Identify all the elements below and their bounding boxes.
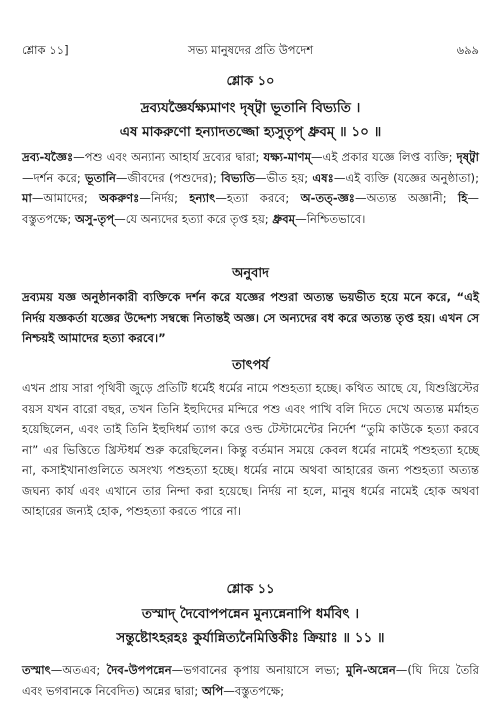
syn-meaning: —নির্দয়;	[139, 191, 190, 205]
syn-meaning: —জীবদের (পশুদের);	[115, 170, 222, 185]
syn-word: দৃষ্ট্বা	[456, 150, 479, 164]
syn-word: ভূতানি	[84, 170, 116, 185]
syn-meaning: —ভীত হয়;	[254, 170, 313, 185]
syn-meaning: —বস্তুতপক্ষে;	[223, 683, 285, 698]
running-header	[22, 42, 479, 61]
verse-10-line-1: দ্রব্যযজ্ঞৈর্যক্ষ্যমাণং দৃষ্ট্বা ভূতানি বিভ্যতি ।	[140, 100, 361, 116]
syn-meaning: —ভগবানের কৃপায় অনায়াসে লভ্য;	[171, 663, 347, 677]
syn-meaning: —বস্তুতপক্ষে;	[22, 191, 480, 226]
syn-word: দৈব-উপপন্নেন	[106, 663, 172, 677]
syn-word: হি	[458, 191, 468, 205]
syn-word: এষঃ	[312, 170, 334, 185]
verse-10-title: শ্লোক ১০	[226, 74, 275, 89]
syn-word: অপি	[202, 683, 224, 698]
syn-word: দ্রব্য-যজ্ঞৈঃ	[22, 150, 74, 164]
syn-word: অ-তত্-জ্ঞঃ	[300, 191, 355, 205]
translation-heading: অনুবাদ	[232, 266, 269, 281]
syn-meaning: —আমাদের;	[31, 191, 100, 205]
translation-text: দ্রব্যময় যজ্ঞ অনুষ্ঠানকারী ব্যক্তিকে দর্শন করে যজ্ঞের পশুরা অত্যন্ত ভয়ভীত হয়ে মনে করে, “এই নির্দয় যজ্ঞকর্তা যজ্ঞের উদ্দেশ্য সম্বন্ধে নিতান্তই অজ্ঞ। সে অন্যদের বধ করে অত্যন্ত তৃপ্ত হয়। এখন সে নিশ্চয়ই আমাদের হত্যা করবে।”	[22, 290, 479, 345]
header-page-number: ৬৯৯	[456, 43, 479, 57]
verse-10-line-2: এষ মাকরুণো হন্যাদতজ্জো হ্যসুতৃপ্ ধ্রুবম্ ॥ ১০ ॥	[119, 124, 382, 140]
verse-10-synonyms	[22, 147, 479, 229]
syn-word: বিভ্যতি	[221, 170, 255, 185]
verse-11-title: শ্লোক ১১	[226, 582, 275, 597]
syn-word: হন্যাৎ	[189, 191, 216, 205]
syn-meaning: —অতএব;	[50, 663, 107, 677]
syn-word: অসু-তৃপ্	[75, 211, 115, 226]
header-chapter-title: সভ্য মানুষদের প্রতি উপদেশ	[187, 43, 314, 57]
syn-word: যক্ষ্য-মাণম্	[263, 150, 312, 164]
syn-meaning: —এই ব্যক্তি (যজ্ঞের অনুষ্ঠাতা);	[333, 170, 479, 185]
syn-word: মুনি-অন্নেন	[346, 663, 396, 677]
verse-11-line-2: সন্তুষ্টোঽহরহঃ কুর্যান্নিত্যনৈমিত্তিকীঃ ক্রিয়াঃ ॥ ১১ ॥	[116, 630, 385, 646]
syn-meaning: —(ঘি দিয়ে তৈরি এবং ভগবানকে নিবেদিত) অন্নের দ্বারা;	[22, 663, 479, 698]
syn-meaning: —পশু এবং অন্যান্য আহার্য দ্রব্যের দ্বারা;	[73, 150, 264, 164]
header-verse-ref: শ্লোক ১১]	[22, 43, 69, 57]
syn-meaning: —এই প্রকার যজ্ঞে লিপ্ত ব্যক্তি;	[311, 150, 457, 164]
verse-11-line-1: তস্মাদ্ দৈবোপপন্নেন মুন্যন্নেনাপি ধর্মবিৎ ।	[141, 606, 360, 622]
syn-word: মা	[22, 191, 32, 205]
syn-meaning: —দর্শন করে;	[22, 170, 85, 185]
syn-meaning: —অত্যন্ত অজ্ঞানী;	[354, 191, 458, 205]
syn-word: ধ্রুবম্	[272, 211, 296, 226]
syn-word: অকরুণঃ	[99, 191, 140, 205]
purport-text: এখন প্রায় সারা পৃথিবী জুড়ে প্রতিটি ধর্মেই ধর্মের নামে পশুহত্যা হচ্ছে। কথিত আছে যে, যিশুখ্রিস্টের বয়স যখন বারো বছর, তখন তিনি ইহুদিদের মন্দিরে পশু এবং পাখি বলি দিতে দেখে অত্যন্ত মর্মাহত হয়েছিলেন, এবং তাই তিনি ইহুদিধর্ম ত্যাগ করে ওল্ড টেস্টামেন্টের নির্দেশ “তুমি কাউকে হত্যা করবে না” এর ভিত্তিতে খ্রিস্টধর্ম শুরু করেছিলেন। কিন্তু বর্তমান সময়ে কেবল ধর্মের নামেই পশুহত্যা হচ্ছে না, কসাইখানাগুলিতে অসংখ্য পশুহত্যা হচ্ছে। ধর্মের নামে অথবা আহারের জন্য পশুহত্যা অত্যন্ত জঘন্য কার্য এবং এখানে তার নিন্দা করা হয়েছে। নির্দয় না হলে, মানুষ ধর্মের নামেই হোক অথবা আহারের জন্যই হোক, পশুহত্যা করতে পারে না।	[22, 381, 479, 518]
syn-meaning: —যে অন্যদের হত্যা করে তৃপ্ত হয়;	[114, 211, 273, 226]
syn-word: তস্মাৎ	[22, 663, 51, 677]
syn-meaning: —হত্যা করবে;	[215, 191, 301, 205]
purport-heading: তাৎপর্য	[232, 358, 269, 373]
verse-11-synonyms	[22, 660, 479, 701]
syn-meaning: —নিশ্চিতভাবে।	[295, 211, 366, 226]
